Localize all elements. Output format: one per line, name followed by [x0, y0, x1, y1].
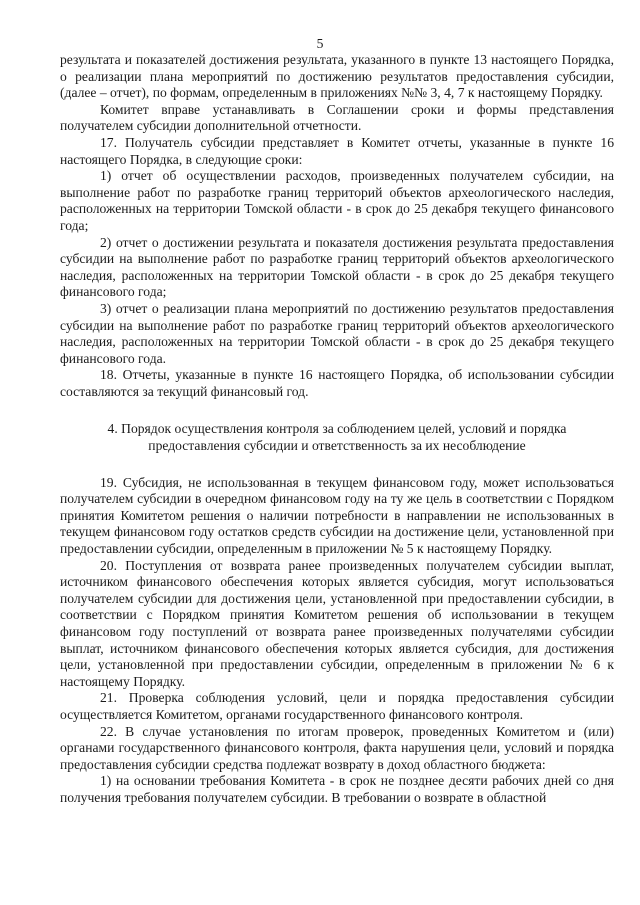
paragraph: Комитет вправе устанавливать в Соглашении сроки и формы представления получателем субсидии дополнительной отчетности.	[60, 101, 614, 134]
document-body	[60, 52, 614, 807]
section-heading: 4. Порядок осуществления контроля за соблюдением целей, условий и порядка предоставления субсидии и ответственность за их несоблюдение	[107, 421, 567, 454]
paragraph: 18. Отчеты, указанные в пункте 16 настоящего Порядка, об использовании субсидии составляются за текущий финансовый год.	[60, 367, 614, 399]
paragraph: 22. В случае установления по итогам проверок, проведенных Комитетом и (или) органами государственного финансового контроля, факта нарушения цели, условий и порядка предоставления субсидии средства подлежат возврату в доход областного бюджета:	[60, 723, 614, 772]
paragraph: 2) отчет о достижении результата и показателя достижения результата предоставления субсидии на выполнение работ по разработке границ территорий объектов археологического наследия, расположенных на территории Томской области - в срок до 25 декабря текущего финансового года;	[60, 234, 614, 300]
paragraph: результата и показателей достижения результата, указанного в пункте 13 настоящего Порядка, о реализации плана мероприятий по достижению результатов предоставления субсидии, (далее – отчет), по формам, определенным в приложениях №№ 3, 4, 7 к настоящему Порядку.	[60, 52, 614, 101]
paragraph: 17. Получатель субсидии представляет в Комитет отчеты, указанные в пункте 16 настоящего Порядка, в следующие сроки:	[60, 134, 614, 167]
paragraph: 20. Поступления от возврата ранее произведенных получателем субсидии выплат, источником финансового обеспечения которых является субсидия, могут использоваться получателем субсидии для достижения цели, установленной при предоставлении субсидии, в соответствии с Порядком принятия Комитетом решения об использовании в текущем финансовом году поступлений от возврата ранее произведенных получателями субсидии выплат, источником финансового обеспечения которых является субсидия, для достижения цели, установленной при предоставлении субсидии, определенным в приложении № 6 к настоящему Порядку.	[60, 557, 614, 689]
paragraph: 19. Субсидия, не использованная в текущем финансовом году, может использоваться получателем субсидии в очередном финансовом году на ту же цель в соответствии с Порядком принятия Комитетом решения о наличии потребности в направлении не использованных в текущем финансовом году остатков средств субсидии на достижение цели, установленной при предоставлении субсидии, определенным в приложении № 5 к настоящему Порядку.	[60, 474, 614, 557]
page-number: 5	[316, 36, 324, 51]
paragraph: 1) отчет об осуществлении расходов, произведенных получателем субсидии, на выполнение работ по разработке границ территорий объектов археологического наследия, расположенных на территории Томской области - в срок до 25 декабря текущего финансового года;	[60, 168, 614, 233]
paragraph: 3) отчет о реализации плана мероприятий по достижению результатов предоставления субсидии на выполнение работ по разработке границ территорий объектов археологического наследия, расположенных на территории Томской области - в срок до 25 декабря текущего финансового года.	[60, 300, 614, 366]
paragraph: 21. Проверка соблюдения условий, цели и порядка предоставления субсидии осуществляется Комитетом, органами государственного финансового контроля.	[60, 690, 614, 722]
paragraph: 1) на основании требования Комитета - в срок не позднее десяти рабочих дней со дня получения требования получателем субсидии. В требовании о возврате в областной	[60, 773, 614, 805]
